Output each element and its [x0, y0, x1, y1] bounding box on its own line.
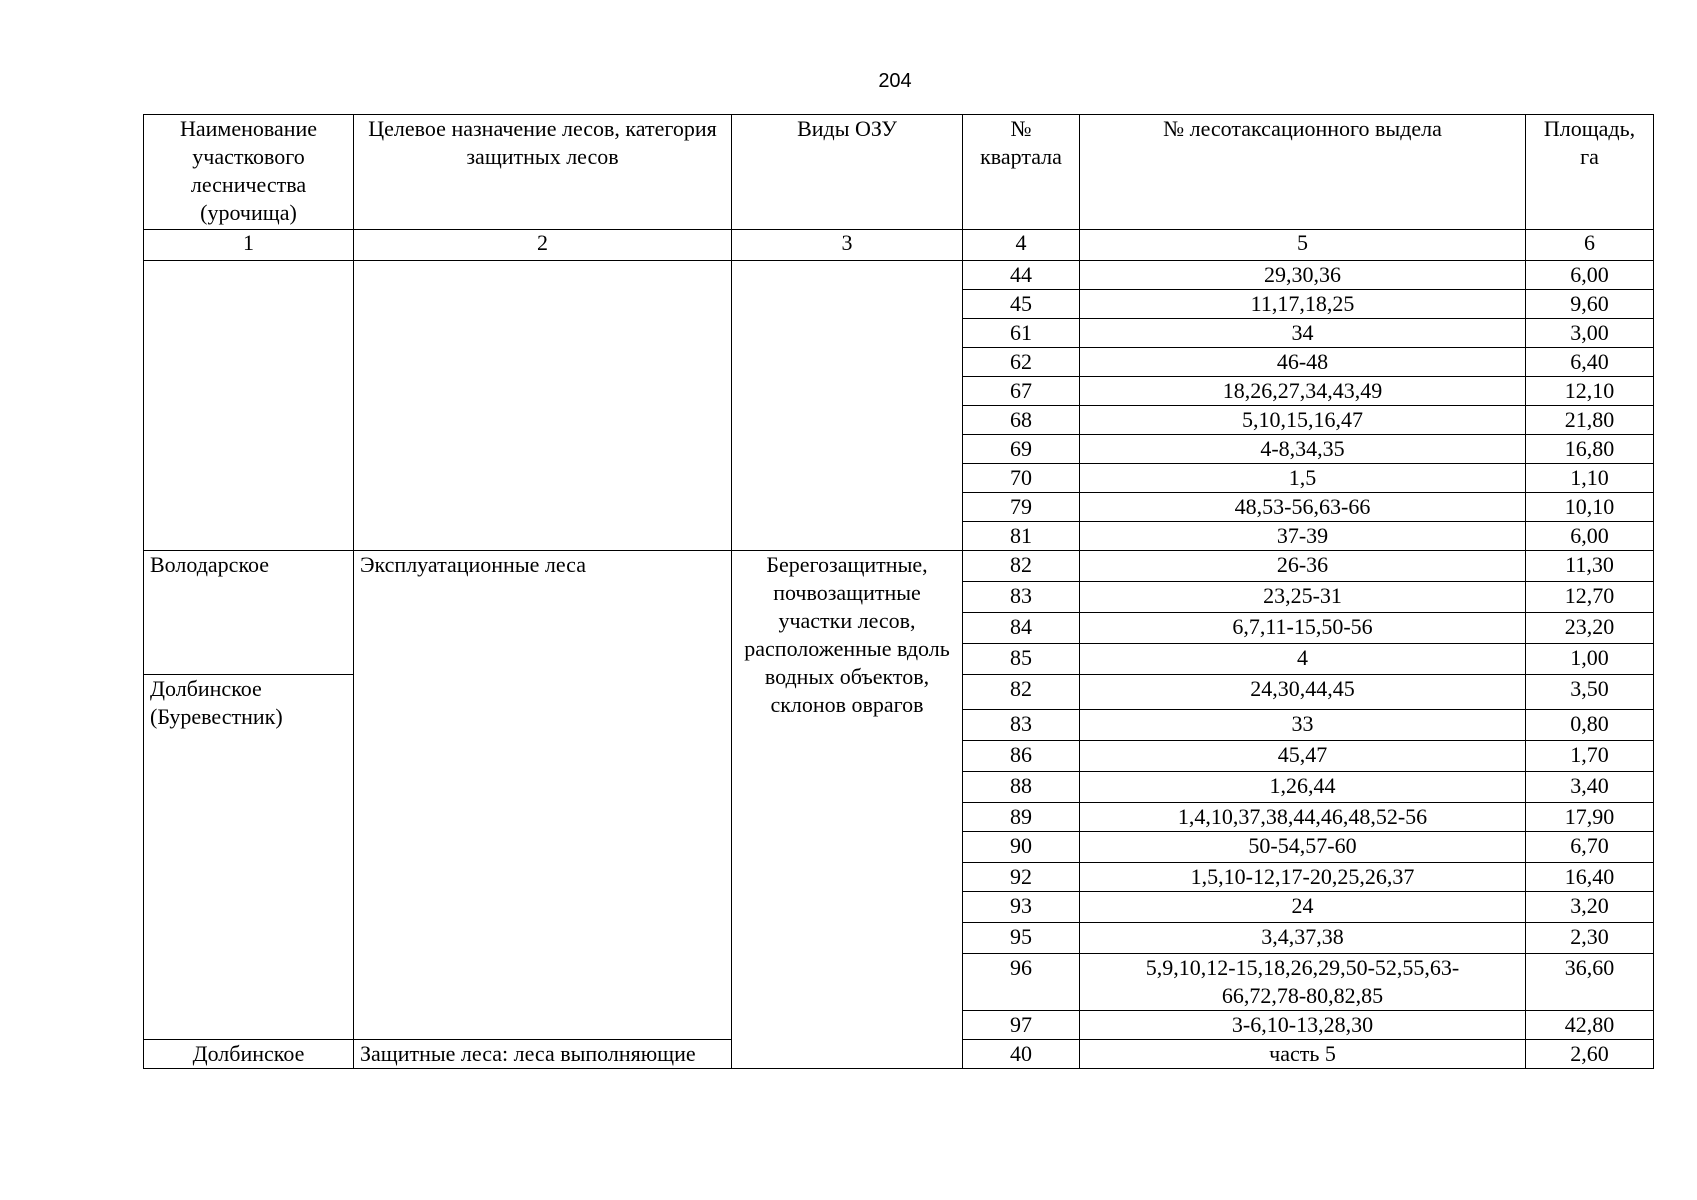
vydel-cell: 3,4,37,38 [1080, 923, 1526, 954]
forestry-name-cell: Долбинское (Буревестник) [144, 675, 354, 1040]
kvartal-cell: 92 [963, 863, 1080, 892]
vydel-cell: 5,10,15,16,47 [1080, 406, 1526, 435]
kvartal-cell: 96 [963, 954, 1080, 1011]
purpose-cell: Эксплуатационные леса [354, 551, 732, 1040]
area-cell: 11,30 [1526, 551, 1654, 582]
vydel-cell: 4 [1080, 644, 1526, 675]
vydel-cell: 45,47 [1080, 741, 1526, 772]
kvartal-cell: 83 [963, 582, 1080, 613]
kvartal-cell: 70 [963, 464, 1080, 493]
area-cell: 10,10 [1526, 493, 1654, 522]
kvartal-cell: 82 [963, 551, 1080, 582]
column-number: 5 [1080, 230, 1526, 261]
vydel-cell: 46-48 [1080, 348, 1526, 377]
area-cell: 36,60 [1526, 954, 1654, 1011]
header-col-6: Площадь, га [1526, 115, 1654, 230]
area-cell: 6,70 [1526, 832, 1654, 863]
vydel-cell: часть 5 [1080, 1040, 1526, 1069]
area-cell: 16,80 [1526, 435, 1654, 464]
kvartal-cell: 62 [963, 348, 1080, 377]
vydel-cell: 37-39 [1080, 522, 1526, 551]
header-row [144, 115, 1654, 230]
table-row [144, 261, 1654, 290]
area-cell: 6,40 [1526, 348, 1654, 377]
kvartal-cell: 88 [963, 772, 1080, 803]
column-number: 2 [354, 230, 732, 261]
vydel-cell: 33 [1080, 710, 1526, 741]
vydel-cell: 1,4,10,37,38,44,46,48,52-56 [1080, 803, 1526, 832]
kvartal-cell: 84 [963, 613, 1080, 644]
ozu-cell: Берегозащитные, почвозащитные участки лесов, расположенные вдоль водных объектов, склонов оврагов [732, 551, 963, 1069]
area-cell: 6,00 [1526, 522, 1654, 551]
header-col-1: Наименование участкового лесничества (урочища) [144, 115, 354, 230]
vydel-cell: 1,5 [1080, 464, 1526, 493]
area-cell: 3,50 [1526, 675, 1654, 710]
area-cell: 0,80 [1526, 710, 1654, 741]
area-cell: 1,00 [1526, 644, 1654, 675]
vydel-cell: 24,30,44,45 [1080, 675, 1526, 710]
area-cell: 9,60 [1526, 290, 1654, 319]
kvartal-cell: 61 [963, 319, 1080, 348]
area-cell: 17,90 [1526, 803, 1654, 832]
area-cell: 3,00 [1526, 319, 1654, 348]
kvartal-cell: 85 [963, 644, 1080, 675]
area-cell: 42,80 [1526, 1011, 1654, 1040]
vydel-cell: 18,26,27,34,43,49 [1080, 377, 1526, 406]
vydel-cell: 1,26,44 [1080, 772, 1526, 803]
kvartal-cell: 40 [963, 1040, 1080, 1069]
vydel-cell: 4-8,34,35 [1080, 435, 1526, 464]
column-number: 4 [963, 230, 1080, 261]
kvartal-cell: 45 [963, 290, 1080, 319]
area-cell: 3,20 [1526, 892, 1654, 923]
area-cell: 23,20 [1526, 613, 1654, 644]
header-col-2: Целевое назначение лесов, категория защитных лесов [354, 115, 732, 230]
empty-cell [732, 261, 963, 551]
vydel-cell: 29,30,36 [1080, 261, 1526, 290]
kvartal-cell: 79 [963, 493, 1080, 522]
kvartal-cell: 68 [963, 406, 1080, 435]
column-number: 6 [1526, 230, 1654, 261]
kvartal-cell: 83 [963, 710, 1080, 741]
forestry-name-cell: Долбинское [144, 1040, 354, 1069]
kvartal-cell: 97 [963, 1011, 1080, 1040]
area-cell: 2,30 [1526, 923, 1654, 954]
header-col-4: № квартала [963, 115, 1080, 230]
vydel-cell: 1,5,10-12,17-20,25,26,37 [1080, 863, 1526, 892]
page-number: 204 [878, 70, 912, 92]
kvartal-cell: 67 [963, 377, 1080, 406]
area-cell: 3,40 [1526, 772, 1654, 803]
area-cell: 6,00 [1526, 261, 1654, 290]
kvartal-cell: 81 [963, 522, 1080, 551]
forest-table [143, 114, 1654, 1069]
column-number: 3 [732, 230, 963, 261]
empty-cell [144, 261, 354, 551]
kvartal-cell: 44 [963, 261, 1080, 290]
area-cell: 12,10 [1526, 377, 1654, 406]
vydel-cell: 34 [1080, 319, 1526, 348]
kvartal-cell: 95 [963, 923, 1080, 954]
area-cell: 21,80 [1526, 406, 1654, 435]
vydel-cell: 11,17,18,25 [1080, 290, 1526, 319]
forestry-name-cell: Володарское [144, 551, 354, 675]
vydel-cell: 26-36 [1080, 551, 1526, 582]
vydel-cell: 23,25-31 [1080, 582, 1526, 613]
vydel-cell: 5,9,10,12-15,18,26,29,50-52,55,63-66,72,78-80,82,85 [1080, 954, 1526, 1011]
header-col-5: № лесотаксационного выдела [1080, 115, 1526, 230]
vydel-cell: 48,53-56,63-66 [1080, 493, 1526, 522]
kvartal-cell: 90 [963, 832, 1080, 863]
kvartal-cell: 86 [963, 741, 1080, 772]
column-number-row [144, 230, 1654, 261]
area-cell: 2,60 [1526, 1040, 1654, 1069]
vydel-cell: 6,7,11-15,50-56 [1080, 613, 1526, 644]
vydel-cell: 24 [1080, 892, 1526, 923]
area-cell: 12,70 [1526, 582, 1654, 613]
kvartal-cell: 69 [963, 435, 1080, 464]
kvartal-cell: 93 [963, 892, 1080, 923]
vydel-cell: 3-6,10-13,28,30 [1080, 1011, 1526, 1040]
purpose-cell: Защитные леса: леса выполняющие [354, 1040, 732, 1069]
area-cell: 16,40 [1526, 863, 1654, 892]
vydel-cell: 50-54,57-60 [1080, 832, 1526, 863]
area-cell: 1,70 [1526, 741, 1654, 772]
kvartal-cell: 89 [963, 803, 1080, 832]
table-row [144, 551, 1654, 582]
column-number: 1 [144, 230, 354, 261]
area-cell: 1,10 [1526, 464, 1654, 493]
header-col-3: Виды ОЗУ [732, 115, 963, 230]
empty-cell [354, 261, 732, 551]
kvartal-cell: 82 [963, 675, 1080, 710]
